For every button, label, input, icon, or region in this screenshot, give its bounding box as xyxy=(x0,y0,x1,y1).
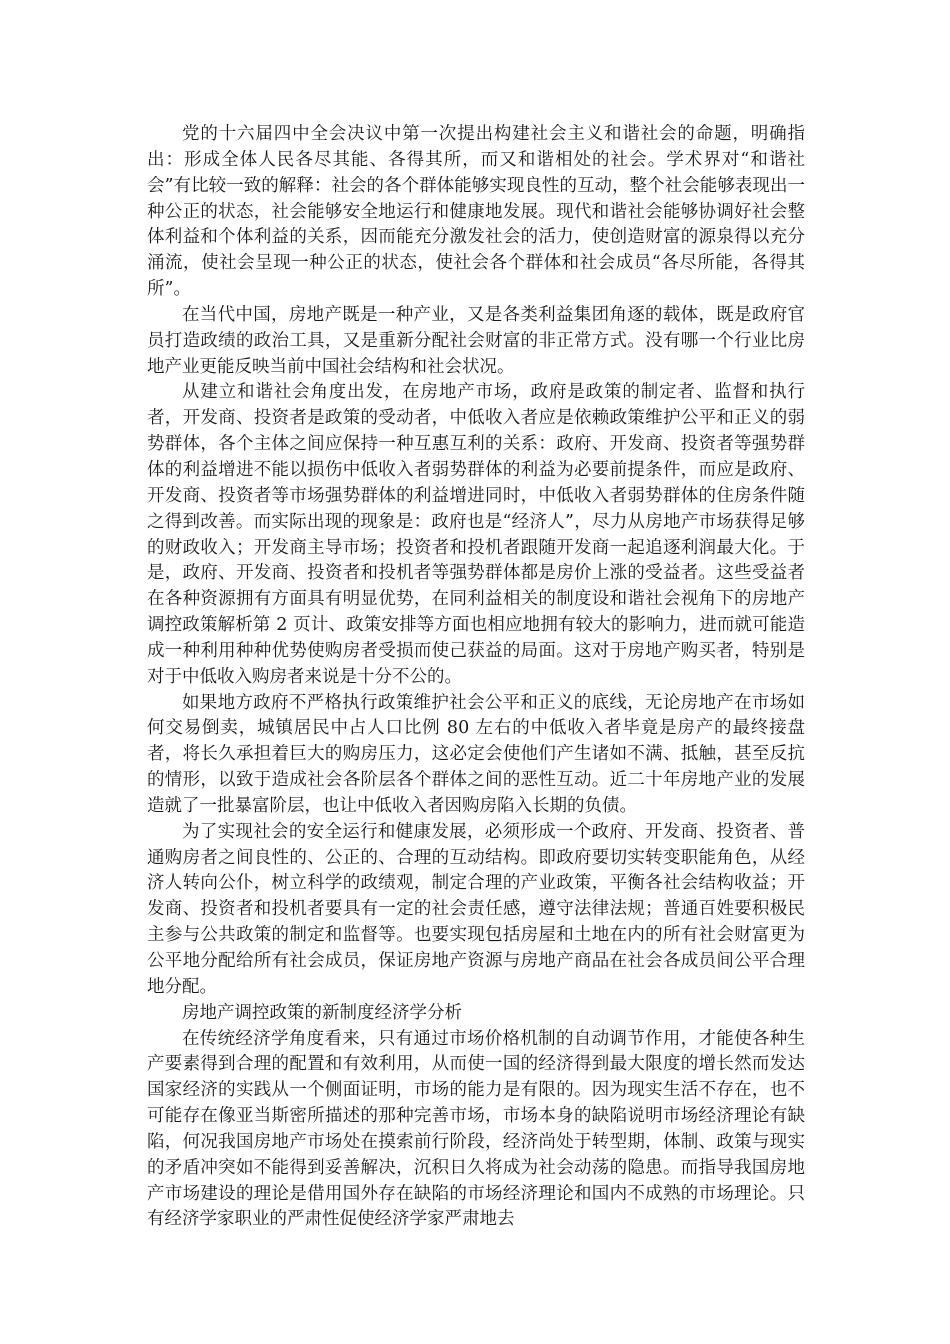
section-heading: 房地产调控政策的新制度经济学分析 xyxy=(182,1002,462,1023)
paragraph-traditional-economics: 在传统经济学角度看来，只有通过市场价格机制的自动调节作用，才能使各种生产要素得到合理的配置和有效利用，从而使一国的经济得到最大限度的增长然而发达国家经济的实践从一个侧面证明，市场的能力是有限的。因为现实生活不存在，也不可能存在像亚当斯密所描述的那种完善市场，市场本身的缺陷说明市场经济理论有缺陷，何况我国房地产市场处在摸索前行阶段，经济尚处于转型期，体制、政策与现实的矛盾冲突如不能得到妥善解决，沉积日久将成为社会动荡的隐患。而指导我国房地产市场建设的理论是借用国外存在缺陷的市场经济理论和国内不成熟的市场理论。只有经济学家职业的严肃性促使经济学家严肃地去 xyxy=(147,1028,805,1230)
paragraph-market-actors: 从建立和谐社会角度出发，在房地产市场，政府是政策的制定者、监督和执行者，开发商、投资者是政策的受动者，中低收入者应是依赖政策维护公平和正义的弱势群体，各个主体之间应保持一种互惠互利的关系：政府、开发商、投资者等强势群体的利益增进不能以损伤中低收入者弱势群体的利益为必要前提条件，而应是政府、开发商、投资者等市场强势群体的利益增进同时，中低收入者弱势群体的住房条件随之得到改善。而实际出现的现象是：政府也是“经济人”，尽力从房地产市场获得足够的财政收入；开发商主导市场；投资者和投机者跟随开发商一起追逐利润最大化。于是，政府、开发商、投资者和投机者等强势群体都是房价上涨的受益者。这些受益者在各种资源拥有方面具有明显优势，在同利益相关的制度设和谐社会视角下的房地产调控政策解析第 2 页计、政策安排等方面也相应地拥有较大的影响力，进而就可能造成一种利用种种优势使购房者受损而使己获益的局面。这对于房地产购买者，特别是对于中低收入购房者来说是十分不公的。 xyxy=(147,382,805,687)
paragraph-interaction-structure: 为了实现社会的安全运行和健康发展，必须形成一个政府、开发商、投资者、普通购房者之间良性的、公正的、合理的互动结构。即政府要切实转变职能角色，从经济人转向公仆，树立科学的政绩观，制定合理的产业政策，平衡各社会结构收益；开发商、投资者和投机者要具有一定的社会责任感，遵守法律法规；普通百姓要积极民主参与公共政策的制定和监督等。也要实现包括房屋和土地在内的所有社会财富更为公平地分配给所有社会成员，保证房地产资源与房地产商品在社会各成员间公平合理地分配。 xyxy=(147,821,805,997)
paragraph-real-estate-in-china: 在当代中国，房地产既是一种产业，又是各类利益集团角逐的载体，既是政府官员打造政绩的政治工具，又是重新分配社会财富的非正常方式。没有哪一个行业比房地产业更能反映当前中国社会结构和社会状况。 xyxy=(147,304,805,377)
paragraph-harmonious-society-definition: 党的十六届四中全会决议中第一次提出构建社会主义和谐社会的命题，明确指出：形成全体人民各尽其能、各得其所，而又和谐相处的社会。学术界对“和谐社会”有比较一致的解释：社会的各个群体能够实现良性的互动，整个社会能够表现出一种公正的状态，社会能够安全地运行和健康地发展。现代和谐社会能够协调好社会整体利益和个体利益的关系，因而能充分激发社会的活力，使创造财富的源泉得以充分涌流，使社会呈现一种公正的状态，使社会各个群体和社会成员“各尽所能，各得其所”。 xyxy=(147,124,805,300)
paragraph-local-government: 如果地方政府不严格执行政策维护社会公平和正义的底线，无论房地产在市场如何交易倒卖，城镇居民中占人口比例 80 左右的中低收入者毕竟是房产的最终接盘者，将长久承担着巨大的购房压力，这必定会使他们产生诸如不满、抵触，甚至反抗的情形，以致于造成社会各阶层各个群体之间的恶性互动。近二十年房地产业的发展造就了一批暴富阶层，也让中低收入者因购房陷入长期的负债。 xyxy=(147,692,805,816)
document-page xyxy=(147,122,805,1233)
